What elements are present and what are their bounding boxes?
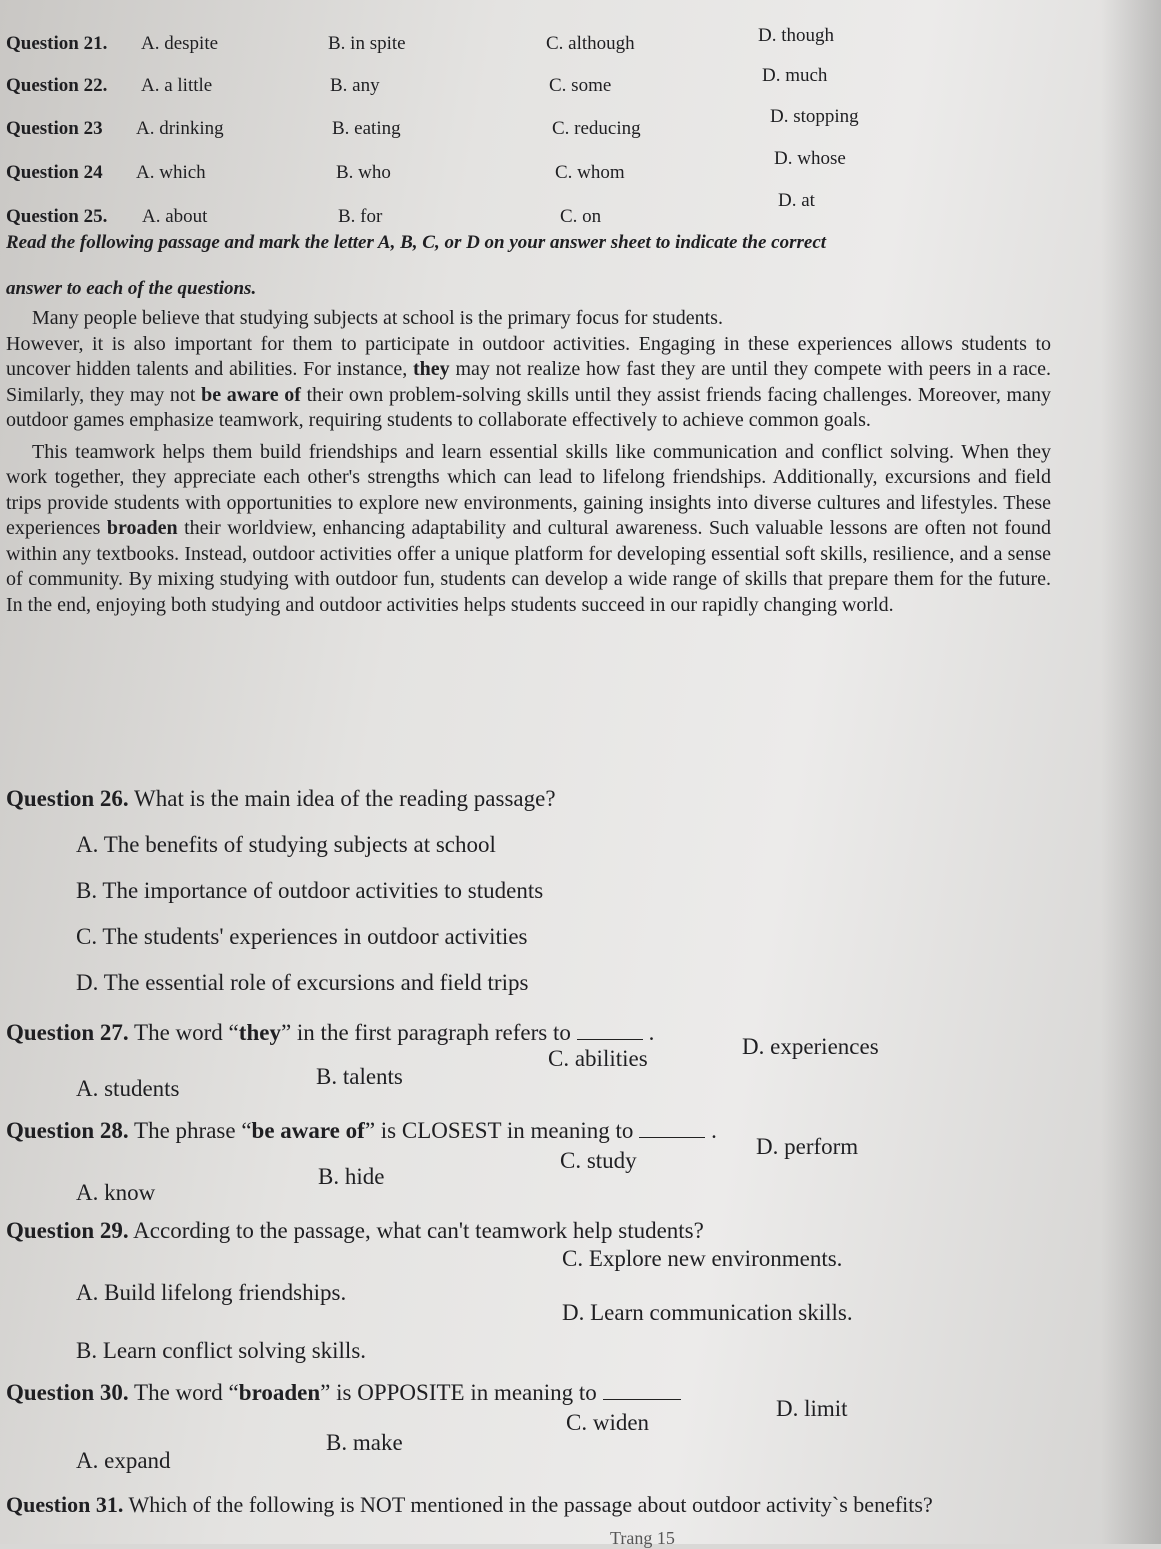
question-27 <box>6 1020 654 1046</box>
option-d: D. at <box>778 190 815 211</box>
q30-option-b: B. make <box>326 1430 403 1455</box>
q26-option-d: D. The essential role of excursions and field trips <box>76 970 529 995</box>
option-a: A. about <box>142 206 208 227</box>
option-a: A. despite <box>141 33 219 54</box>
question-row-22 <box>6 65 1146 109</box>
option-d: D. much <box>762 65 828 86</box>
q26-option-a: A. The benefits of studying subjects at school <box>76 832 496 857</box>
question-30 <box>6 1380 681 1406</box>
option-c: C. whom <box>555 162 625 183</box>
q26-option-b: B. The importance of outdoor activities to students <box>76 878 544 903</box>
question-text: What is the main idea of the reading passage? <box>134 786 556 811</box>
question-label: Question 24 <box>6 162 103 183</box>
q30-option-d: D. limit <box>776 1396 848 1421</box>
question-29 <box>6 1218 704 1244</box>
passage-text: their own problem-solving skills until they assist friends facing challenges. Moreover, many outdoor games emphasize teamwork, requiring students to collaborate effectively to achieve common goals. <box>6 383 1051 431</box>
passage-intro: Many people believe that studying subjects at school is the primary focus for students. <box>32 307 723 329</box>
option-d: D. though <box>758 25 834 46</box>
question-end: . <box>648 1020 655 1045</box>
option-a: A. drinking <box>136 118 224 139</box>
quoted-phrase: be aware of <box>251 1118 365 1143</box>
option-b: B. eating <box>332 118 401 139</box>
q27-option-c: C. abilities <box>548 1046 648 1071</box>
question-text: According to the passage, what can't teamwork help students? <box>133 1218 704 1243</box>
option-b: B. for <box>338 206 383 227</box>
paragraph-1 <box>6 306 1051 434</box>
answer-blank <box>577 1039 643 1040</box>
q27-option-d: D. experiences <box>742 1034 879 1059</box>
question-label: Question 25. <box>6 206 108 227</box>
question-text-post: ” is OPPOSITE in meaning to <box>320 1380 597 1405</box>
quoted-word: they <box>238 1020 281 1045</box>
q29-option-a: A. Build lifelong friendships. <box>76 1280 347 1305</box>
question-row-24 <box>6 148 1146 196</box>
question-text-pre: The phrase “ <box>134 1118 252 1143</box>
option-d: D. whose <box>774 148 846 169</box>
q26-option-c: C. The students' experiences in outdoor activities <box>76 924 528 949</box>
option-b: B. who <box>336 162 391 183</box>
question-label: Question 22. <box>6 75 108 96</box>
question-label: Question 28. <box>6 1118 129 1143</box>
option-c: C. some <box>549 75 612 96</box>
option-b: B. any <box>330 75 380 96</box>
q30-option-a: A. expand <box>76 1448 171 1473</box>
question-text-post: ” is CLOSEST in meaning to <box>364 1118 634 1143</box>
option-c: C. reducing <box>552 118 641 139</box>
option-c: C. on <box>560 206 602 227</box>
q30-option-c: C. widen <box>566 1410 650 1435</box>
passage-text: their worldview, enhancing adaptability and cultural awareness. Such valuable lessons are often not found within any textbooks. Instead, outdoor activities offer a unique platform for developing essential soft skills, resilience, and a sense of community. By mixing studying with outdoor fun, students can develop a wide range of skills that prepare them for the future. In the end, enjoying both studying and outdoor activities helps students succeed in our rapidly changing world. <box>6 517 1052 616</box>
question-text-pre: The word “ <box>134 1380 239 1405</box>
question-end: . <box>711 1118 717 1143</box>
question-row-21 <box>6 25 1146 67</box>
q29-option-d: D. Learn communication skills. <box>562 1300 853 1325</box>
question-26 <box>6 786 556 812</box>
answer-blank <box>603 1399 681 1400</box>
reading-passage <box>6 306 1051 624</box>
q29-option-b: B. Learn conflict solving skills. <box>76 1338 367 1363</box>
passage-text: This teamwork helps them build friendships and learn essential skills like communication and conflict solving. When they work together, they appreciate each other's strengths which can lead to lifelong friendships. Additionally, excursions and field trips provide students with opportunities to explore new environments, gaining insights into diverse cultures and lifestyles. These experiences <box>6 440 1051 539</box>
q27-option-a: A. students <box>76 1076 180 1101</box>
quoted-word: broaden <box>238 1380 321 1405</box>
highlight-broaden: broaden <box>106 517 178 539</box>
question-label: Question 27. <box>6 1020 129 1045</box>
answer-blank <box>639 1137 705 1138</box>
question-label: Question 29. <box>6 1218 129 1243</box>
q29-option-c: C. Explore new environments. <box>562 1246 843 1271</box>
page-number: Trang 15 <box>610 1528 675 1548</box>
option-a: A. a little <box>141 75 213 96</box>
question-31 <box>6 1492 933 1518</box>
q28-option-b: B. hide <box>318 1164 385 1189</box>
question-28 <box>6 1118 717 1144</box>
passage-text: However, it is also important for them to participate in outdoor activities. Engaging in these experiences allows students to uncover hidden talents and abilities. For instance, <box>6 332 1051 380</box>
question-label: Question 30. <box>6 1380 129 1405</box>
question-label: Question 23 <box>6 118 103 139</box>
option-c: C. although <box>546 33 635 54</box>
question-text-post: ” in the first paragraph refers to <box>280 1020 571 1045</box>
question-label: Question 21. <box>6 33 108 54</box>
option-d: D. stopping <box>770 106 859 127</box>
instruction-line-2: answer to each of the questions. <box>6 278 257 299</box>
q28-option-a: A. know <box>76 1180 156 1205</box>
q28-option-d: D. perform <box>756 1134 859 1159</box>
question-text-pre: The word “ <box>134 1020 239 1045</box>
question-label: Question 31. <box>6 1492 124 1517</box>
highlight-be-aware-of: be aware of <box>201 383 301 406</box>
highlight-they: they <box>412 358 450 380</box>
question-text: Which of the following is NOT mentioned in the passage about outdoor activity`s benefits? <box>128 1492 933 1517</box>
question-label: Question 26. <box>6 786 129 811</box>
paragraph-2 <box>6 440 1051 619</box>
q27-option-b: B. talents <box>316 1064 403 1089</box>
option-b: B. in spite <box>328 33 406 54</box>
question-row-23 <box>6 106 1146 152</box>
option-a: A. which <box>136 162 206 183</box>
instruction-line-1: Read the following passage and mark the letter A, B, C, or D on your answer sheet to indicate the correct <box>6 232 827 253</box>
q28-option-c: C. study <box>560 1148 637 1173</box>
passage-text: may not realize how fast they are until they compete with peers in a race. Similarly, they may not <box>6 358 1052 406</box>
